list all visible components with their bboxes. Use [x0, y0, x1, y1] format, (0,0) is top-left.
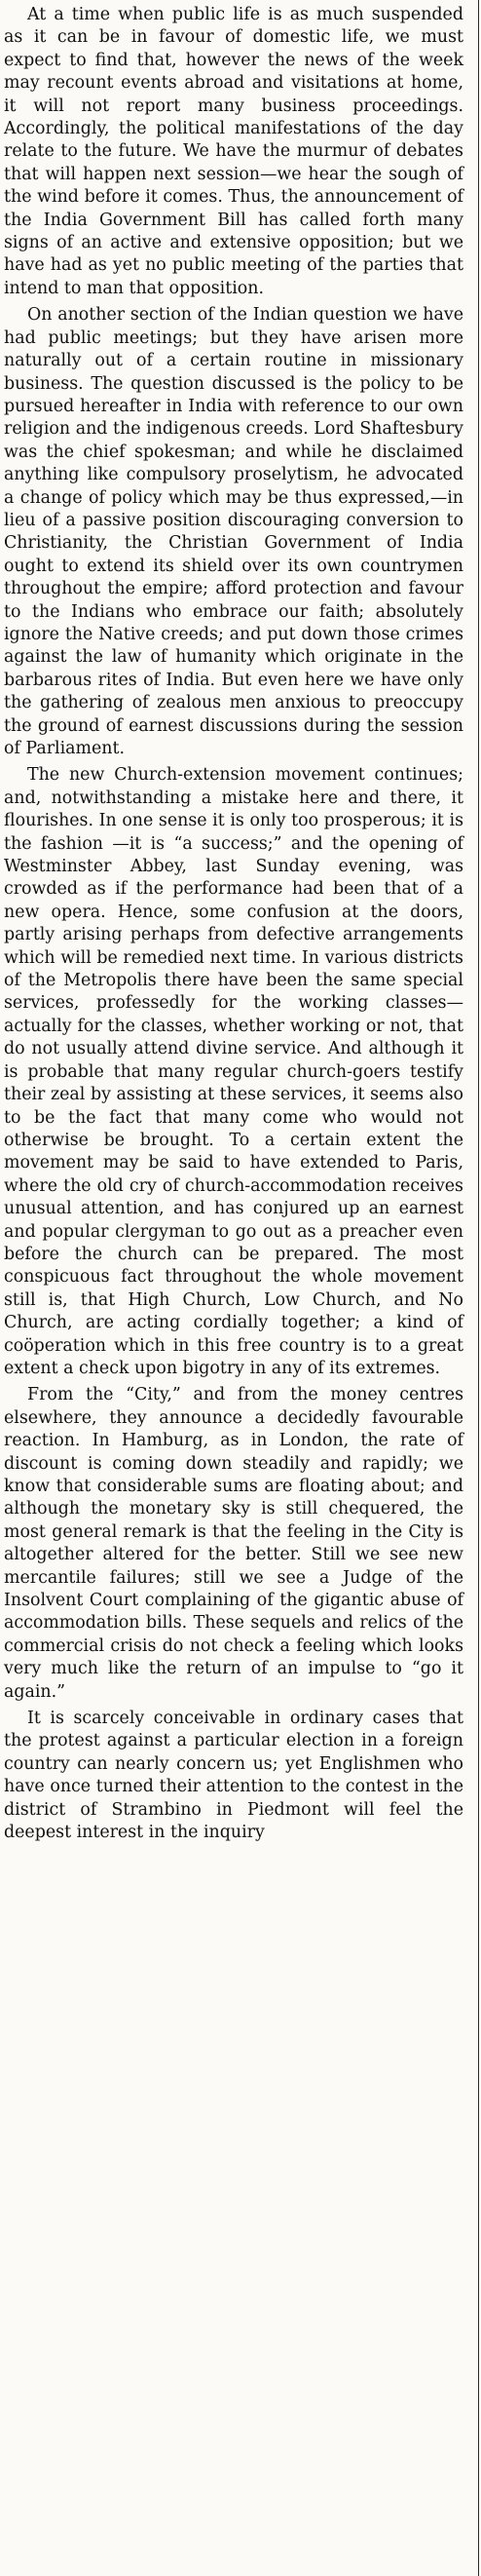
article-paragraph: It is scarcely conceivable in ordinary cases that the protest against a particular election in a foreign country can nearly concern us; yet Englishmen who have once turned their attention to the contest in the district of Strambino in Piedmont will feel the deepest interest in the inquiry [4, 1709, 463, 1843]
column-rule [478, 0, 479, 2576]
article-paragraph: At a time when public life is as much suspended as it can be in favour of domestic life, we must expect to find that, however the news of the week may recount events abroad and visitations at home, it will not report many business proceedings. Accordingly, the political manifestations of the day relate to the future. We have the murmur of debates that will happen next session—we hear the sough of the wind before it comes. Thus, the announcement of the India Government Bill has called forth many signs of an active and extensive opposition; but we have had as yet no public meeting of the parties that intend to man that opposition. [4, 5, 463, 298]
article-column [4, 4, 463, 1845]
article-paragraph: From the “City,” and from the money centres elsewhere, they announce a decidedly favourable reaction. In Hamburg, as in London, the rate of discount is coming down steadily and rapidly; we know that considerable sums are floating about; and although the monetary sky is still chequered, the most general remark is that the feeling in the City is altogether altered for the better. Still we see new mercantile failures; still we see a Judge of the Insolvent Court complaining of the gigantic abuse of accommodation bills. These sequels and relics of the commercial crisis do not check a feeling which looks very much like the return of an impulse to “go it again.” [4, 1385, 463, 1702]
article-paragraph: On another section of the Indian question we have had public meetings; but they have arisen more naturally out of a certain routine in missionary business. The question discussed is the policy to be pursued hereafter in India with reference to our own religion and the indigenous creeds. Lord Shaftesbury was the chief spokesman; and while he disclaimed anything like compulsory proselytism, he advocated a change of policy which may be thus expressed,—in lieu of a passive position discouraging conversion to Christianity, the Christian Government of India ought to extend its shield over its own countrymen throughout the empire; afford protection and favour to the Indians who embrace our faith; absolutely ignore the Native creeds; and put down those crimes against the law of humanity which originate in the barbarous rites of India. But even here we have only the gathering of zealous men anxious to preoccupy the ground of earnest discussions during the session of Parliament. [4, 305, 463, 758]
article-paragraph: The new Church-extension movement continues; and, notwithstanding a mistake here and there, it flourishes. In one sense it is only too prosperous; it is the fashion —it is “a success;” and the opening of Westminster Abbey, last Sunday evening, was crowded as if the performance had been that of a new opera. Hence, some confusion at the doors, partly arising perhaps from defective arrangements which will be remedied next time. In various districts of the Metropolis there have been the same special services, professedly for the working classes—actually for the classes, whether working or not, that do not usually attend divine service. And although it is probable that many regular church-goers testify their zeal by assisting at these services, it seems also to be the fact that many come who would not otherwise be brought. To a certain extent the movement may be said to have extended to Paris, where the old cry of church-accommodation receives unusual attention, and has conjured up an earnest and popular clergyman to go out as a preacher even before the church can be prepared. The most conspicuous fact throughout the whole movement still is, that High Church, Low Church, and No Church, are acting cordially together; a kind of coöperation which in this free country is to a great extent a check upon bigotry in any of its extremes. [4, 765, 463, 1378]
